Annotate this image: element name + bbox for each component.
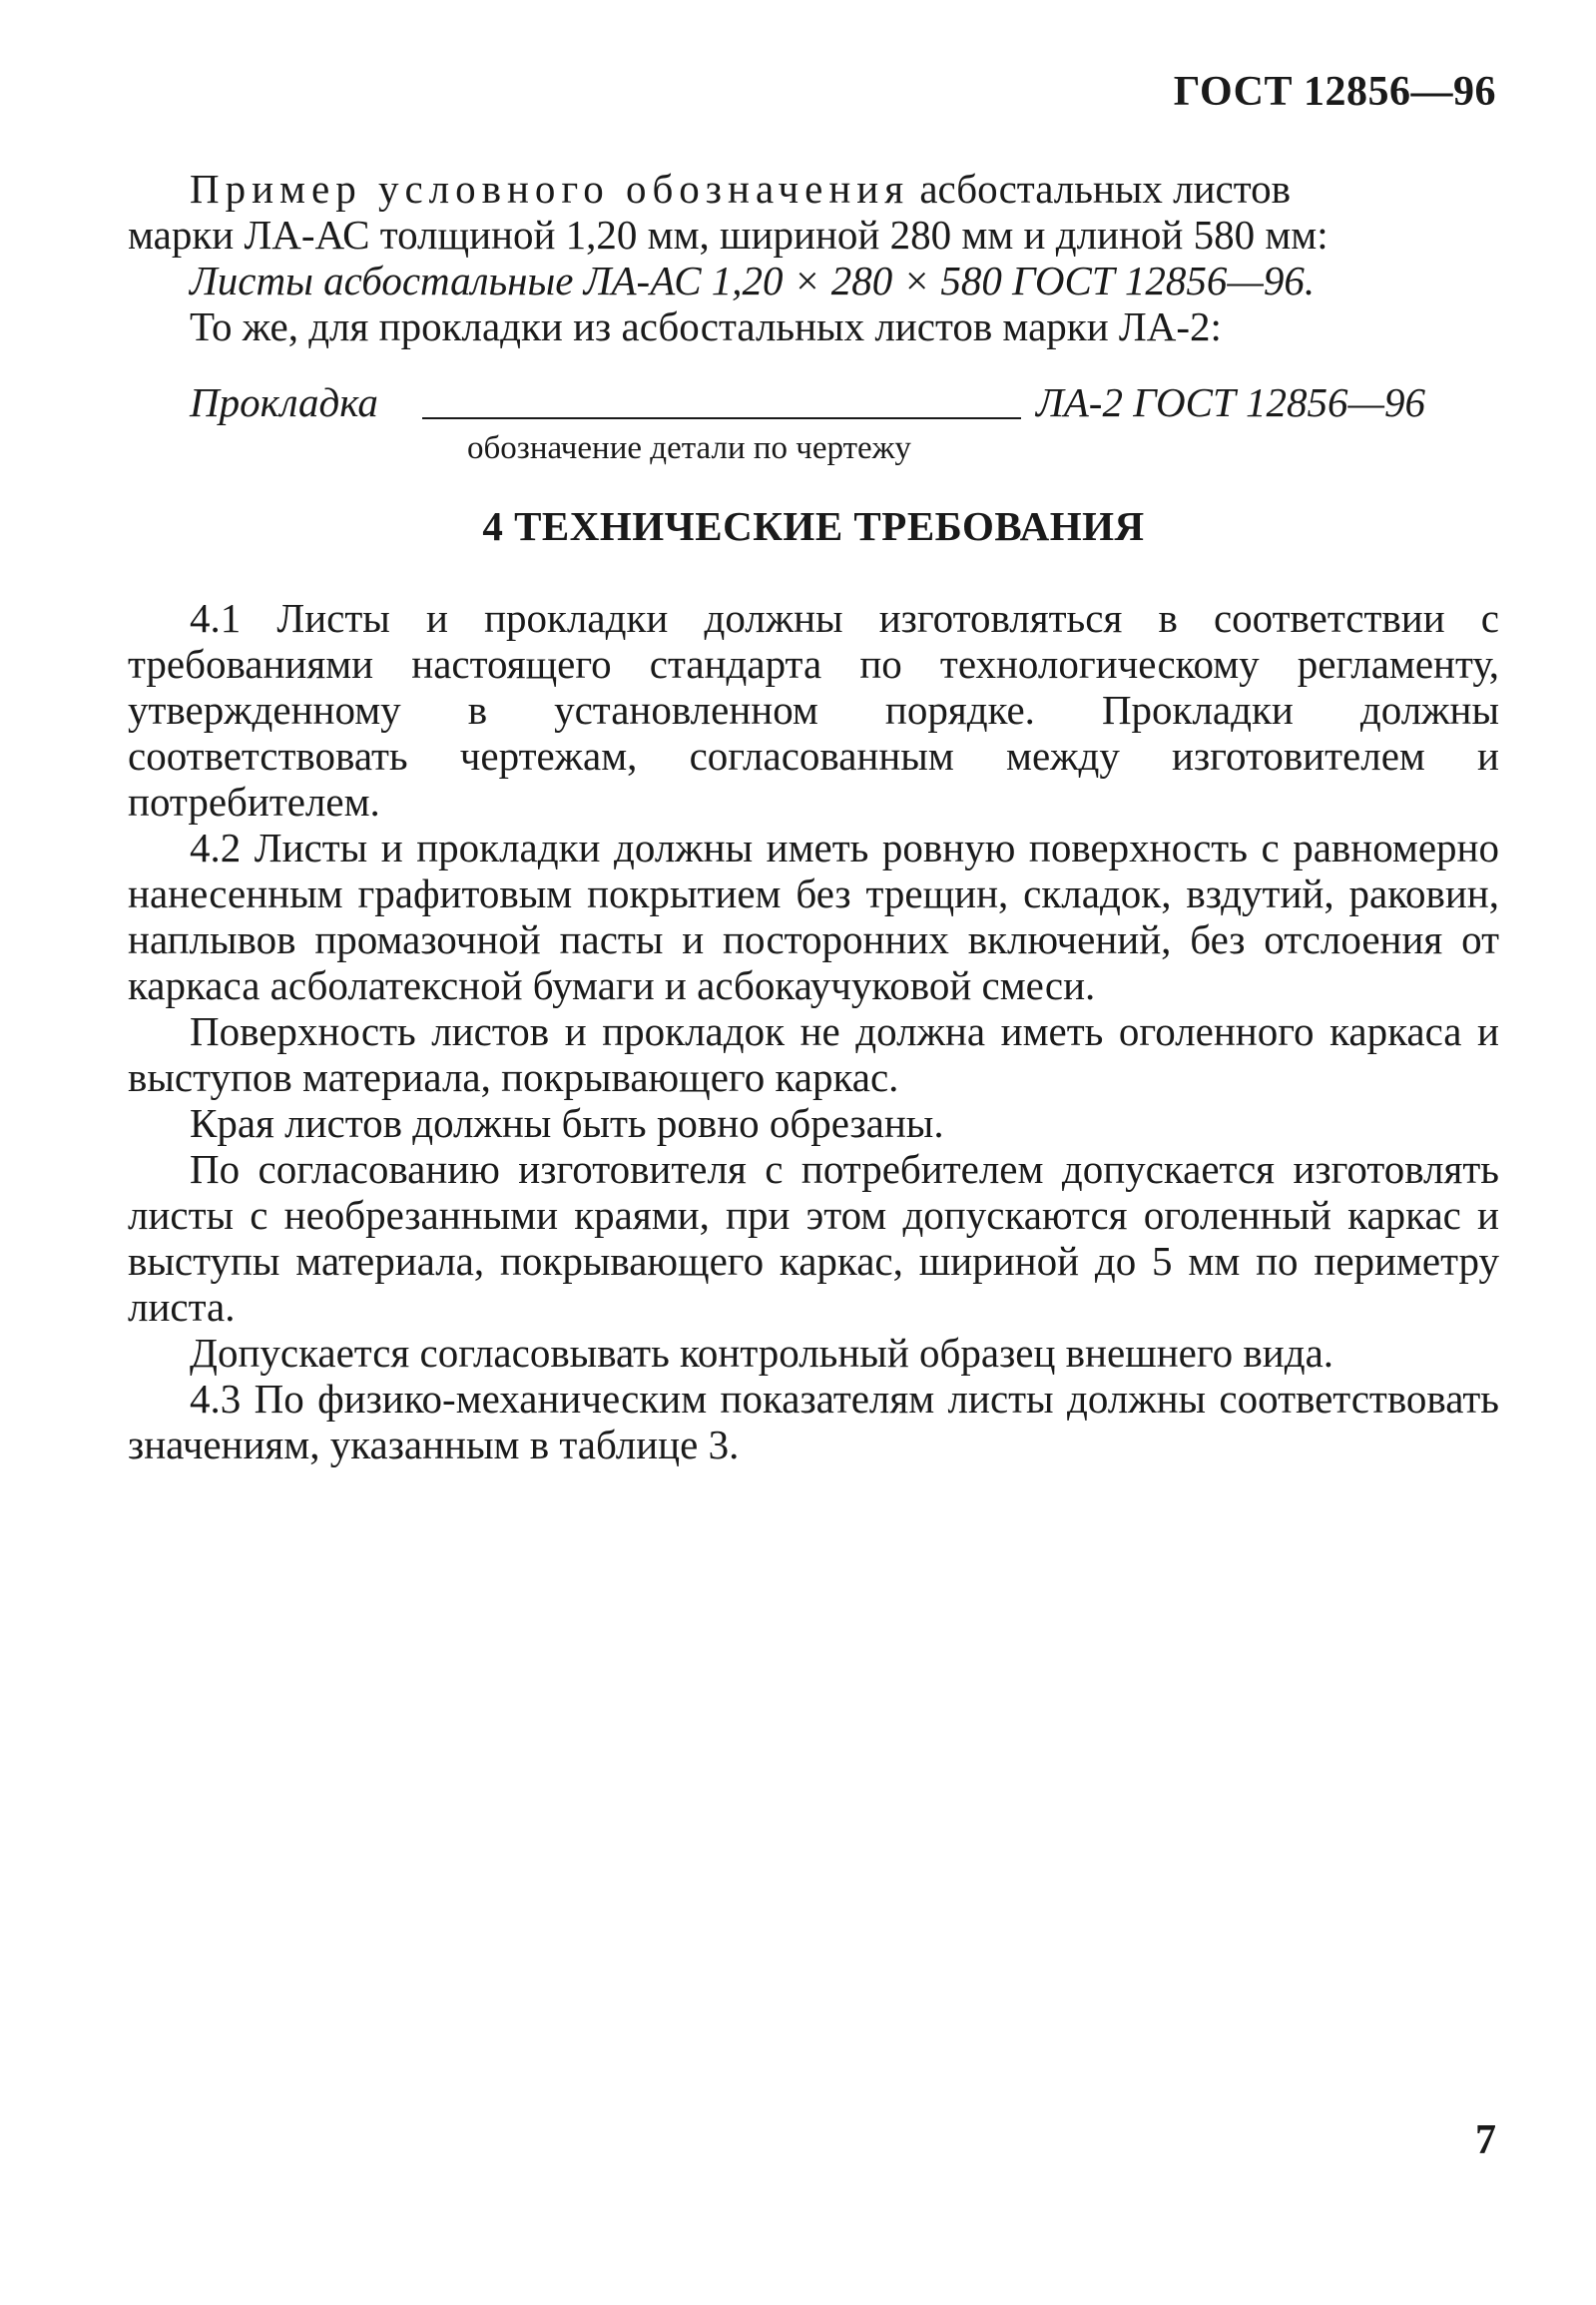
example-lead-rest: асбостальных листов [909,166,1291,212]
paragraph-4-2: 4.2 Листы и прокладки должны иметь ровную поверхность с равномерно нанесенным графитовым покрытием без трещин, складок, вздутий, раковин, наплывов промазочной пасты и посторонних включений, без отслоения от каркаса асболатексной бумаги и асбокаучуковой смеси. [128,825,1499,1008]
example-designation: Листы асбостальные ЛА-АС 1,20 × 280 × 580 ГОСТ 12856—96. [190,258,1316,303]
gasket-blank-line [422,417,1021,419]
paragraph-edges: Края листов должны быть ровно обрезаны. [190,1100,944,1146]
example-intro [128,166,1499,212]
gasket-label: Прокладка [190,379,378,425]
example-lead: Пример условного обозначения [190,166,910,212]
paragraph-4-1: 4.1 Листы и прокладки должны изготовляться в соответствии с требованиями настоящего стандарта по технологическому регламенту, утвержденному в установленном порядке. Прокладки должны соответствовать чертежам, согласованным между изготовителем и потребителем. [128,595,1499,825]
paragraph-agreement: По согласованию изготовителя с потребителем допускается изготовлять листы с необрезанными краями, при этом допускаются оголенный каркас и выступы материала, покрывающего каркас, шириной до 5 мм по периметру листа. [128,1146,1499,1330]
example-gasket-intro: То же, для прокладки из асбостальных листов марки ЛА-2: [190,303,1222,349]
document-code-header: ГОСТ 12856—96 [1173,69,1496,115]
section-title: 4 ТЕХНИЧЕСКИЕ ТРЕБОВАНИЯ [482,503,1145,549]
gasket-blank-caption: обозначение детали по чертежу [467,430,911,466]
paragraph-surface: Поверхность листов и прокладок не должна иметь оголенного каркаса и выступов материала, покрывающего каркас. [128,1008,1499,1100]
gasket-designation-row [128,379,1499,469]
page-number: 7 [1475,2117,1496,2163]
example-line-2: марки ЛА-АС толщиной 1,20 мм, шириной 280 мм и длиной 580 мм: [128,212,1329,258]
page-content [128,166,1499,1467]
gasket-standard: ЛА-2 ГОСТ 12856—96 [1036,379,1425,425]
paragraph-4-3: 4.3 По физико-механическим показателям листы должны соответствовать значениям, указанным в таблице 3. [128,1376,1499,1467]
paragraph-sample: Допускается согласовывать контрольный образец внешнего вида. [190,1330,1334,1376]
